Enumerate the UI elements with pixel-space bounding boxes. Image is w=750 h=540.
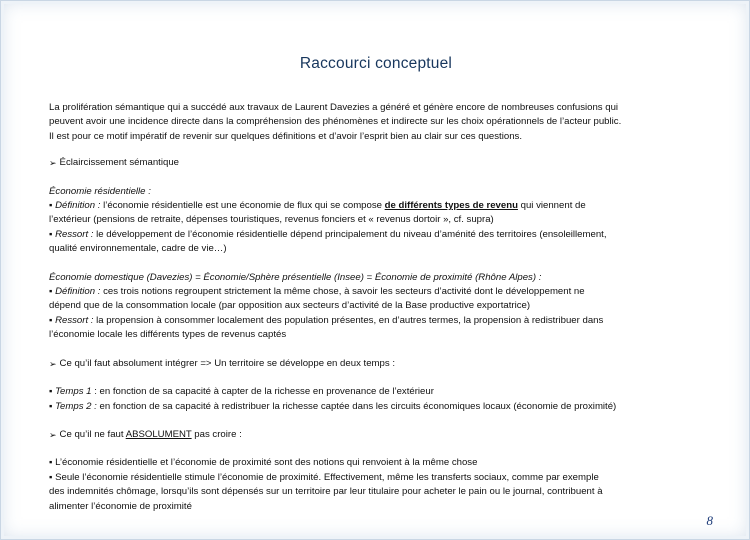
square-bullet-icon: ▪ [49, 457, 53, 469]
square-bullet-icon: ▪ [49, 228, 53, 240]
section-integrer [49, 357, 699, 371]
definition-label: Définition : [55, 286, 101, 298]
label-end: pas croire : [191, 428, 242, 440]
section-eclaircissement [49, 156, 699, 170]
ressort-text: la propension à consommer localement des population présentes, en d’autres termes, la propension à redistribuer dans [93, 314, 604, 326]
definition-label: Définition : [55, 200, 101, 212]
section-ne-pas-croire [49, 428, 699, 442]
residentielle-ressort [49, 228, 699, 242]
ressort-label: Ressort : [55, 314, 94, 326]
arrow-bullet-icon: ➢ [49, 158, 57, 169]
croire-item-2-line-2: des indemnités chômage, lorsqu’ils sont dépensés sur un territoire par leur titulaire pour acheter le pain ou le journal, contribuent à [49, 486, 603, 498]
arrow-bullet-icon: ➢ [49, 358, 57, 369]
square-bullet-icon: ▪ [49, 314, 53, 326]
temps-2-label: Temps 2 : [55, 400, 97, 412]
domestique-definition-line-2: dépend que de la consommation locale (par opposition aux secteurs d’activité de la Base productive exportatrice) [49, 300, 531, 312]
square-bullet-icon: ▪ [49, 386, 53, 398]
temps-1-text: : en fonction de sa capacité à capter de la richesse en provenance de l’extérieur [91, 386, 434, 398]
temps-1-label: Temps 1 [55, 386, 92, 398]
arrow-bullet-icon: ➢ [49, 429, 57, 440]
section-ne-pas-croire-label [60, 428, 242, 442]
square-bullet-icon: ▪ [49, 471, 53, 483]
intro-line-1: La prolifération sémantique qui a succédé aux travaux de Laurent Davezies a généré et génère encore de nombreuses confusions qui [49, 102, 619, 113]
residentielle-ressort-line-2: qualité environnementale, cadre de vie…) [49, 243, 227, 255]
definition-text: ces trois notions regroupent strictement la même chose, à savoir les secteurs d’activité dont le développement ne [100, 286, 585, 298]
square-bullet-icon: ▪ [49, 286, 53, 298]
residentielle-definition-line-2: l’extérieur (pensions de retraite, dépenses touristiques, revenus fonciers et « revenus dortoir », cf. supra) [49, 214, 494, 226]
ressort-label: Ressort : [55, 228, 94, 240]
section-eclaircissement-label: Éclaircissement sémantique [59, 157, 179, 169]
label-underlined: ABSOLUMENT [125, 428, 192, 440]
domestique-ressort-line-2: l’économie locale les différents types de revenus captés [49, 329, 287, 341]
croire-item-1-text: L’économie résidentielle et l’économie de proximité sont des notions qui renvoient à la même chose [55, 457, 478, 469]
definition-underlined: de différents types de revenu [384, 200, 518, 212]
temps-2 [49, 400, 699, 414]
section-integrer-label: Ce qu’il faut absolument intégrer => Un territoire se développe en deux temps : [59, 357, 395, 369]
croire-item-2 [49, 471, 699, 485]
square-bullet-icon: ▪ [49, 400, 53, 412]
ressort-text: le développement de l’économie résidentielle dépend principalement du niveau d’aménité des territoires (ensoleillement, [93, 228, 607, 240]
intro-line-3: Il est pour ce motif impératif de revenir sur quelques définitions et d’avoir l’esprit bien au clair sur ces questions. [49, 130, 522, 142]
temps-2-text: en fonction de sa capacité à redistribuer la richesse captée dans les circuits économiques locaux (économie de proximité) [96, 400, 617, 412]
label-start: Ce qu’il ne faut [59, 428, 126, 440]
slide-title: Raccourci conceptuel [299, 55, 453, 72]
croire-item-1 [49, 456, 699, 470]
croire-item-2-text: Seule l’économie résidentielle stimule l’économie de proximité. Effectivement, même les transferts sociaux, comme par exemple [55, 471, 599, 483]
domestique-definition [49, 285, 699, 299]
intro-line-2: peuvent avoir une incidence directe dans la compréhension des phénomènes et indirecte sur les choix opérationnels de l’acteur public. [49, 116, 622, 128]
slide-body [49, 101, 699, 514]
temps-1 [49, 385, 699, 399]
page-number: 8 [706, 513, 713, 528]
definition-text-end: qui viennent de [517, 200, 586, 212]
definition-text: l’économie résidentielle est une économie de flux qui se compose [100, 200, 385, 212]
croire-item-2-line-3: alimenter l’économie de proximité [49, 500, 192, 512]
residentielle-heading: Économie résidentielle : [49, 185, 151, 197]
square-bullet-icon: ▪ [49, 200, 53, 212]
domestique-heading: Économie domestique (Davezies) = Économie/Sphère présentielle (Insee) = Économie de proximité (Rhône Alpes) : [49, 271, 542, 283]
domestique-ressort [49, 314, 699, 328]
residentielle-definition [49, 199, 699, 213]
